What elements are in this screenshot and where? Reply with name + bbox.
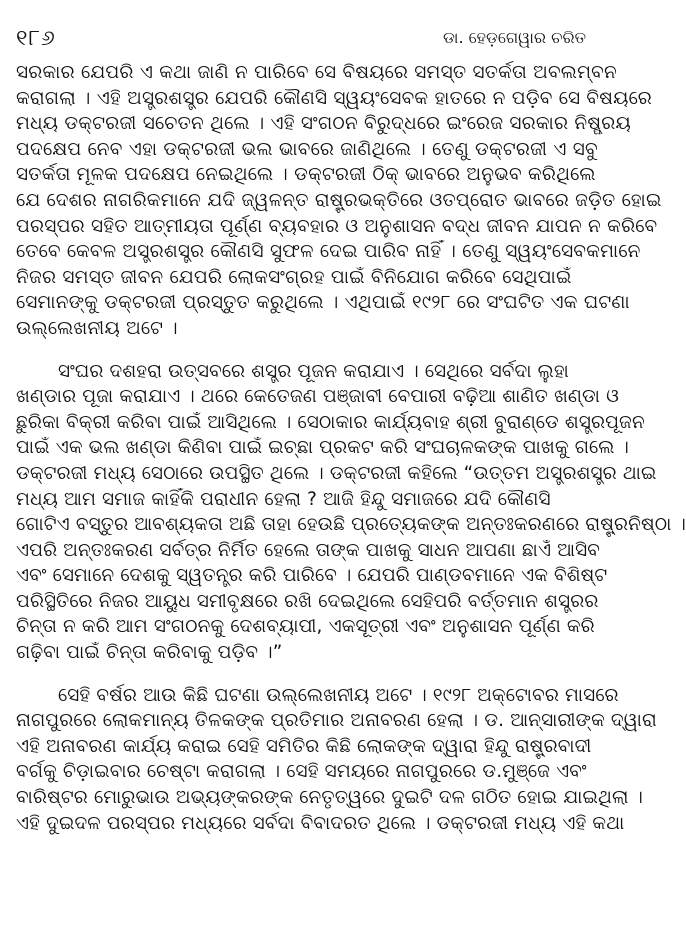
paragraph-2	[16, 359, 686, 666]
text-line: ନିଜର ସମସ୍ତ ଜୀବନ ଯେପରି ଲୋକସଂଗ୍ରହ ପାଇଁ ବିନିଯୋଗ କରିବେ ସେଥିପାଇଁ	[16, 266, 572, 288]
text-line: ମଧ୍ୟ ଡକ୍ଟରଜୀ ସଚେତନ ଥିଲେ । ଏହି ସଂଗଠନ ବିରୁଦ୍ଧରେ ଇଂରେଜ ସରକାର ନିଷ୍ପ୍ରୟ	[16, 113, 631, 135]
text-line: ବର୍ଗକୁ ଚିଡ଼ାଇବାର ଚେଷ୍ଟା କରାଗଲା । ସେହି ସମୟରେ ନାଗପୁରରେ ଡ.ମୁଞ୍ଜେ ଏବଂ	[16, 761, 587, 783]
text-line: ଚିନ୍ତା ନ କରି ଆମ ସଂଗଠନକୁ ଦେଶବ୍ୟାପୀ, ଏକସୂତ୍ରୀ ଏବଂ ଅନୁଶାସନ ପୂର୍ଣ୍ଣ କରି	[16, 616, 595, 638]
text-line: ଖଣ୍ଡାର ପୂଜା କରାଯାଏ । ଥରେ କେତେଜଣ ପଞ୍ଜାବୀ ବେପାରୀ ବଢ଼ିଆ ଶାଣିତ ଖଣ୍ଡା ଓ	[16, 386, 619, 408]
text-line: ନାଗପୁରରେ ଲୋକମାନ୍ୟ ତିଳକଙ୍କ ପ୍ରତିମାର ଅନାବରଣ ହେଲା । ଡ. ଆନ୍ସାରୀଙ୍କ ଦ୍ୱାରା	[16, 710, 657, 732]
page-number: ୧୮୬	[16, 26, 56, 51]
text-line: ଡକ୍ଟରଜୀ ମଧ୍ୟ ସେଠାରେ ଉପସ୍ଥିତ ଥିଲେ । ଡକ୍ଟରଜୀ କହିଲେ “ଉତ୍ତମ ଅସ୍ତ୍ରଶସ୍ତ୍ର ଥାଇ	[16, 462, 657, 484]
text-line: ବାରିଷ୍ଟର ମୋରୁଭାଉ ଅଭ୍ୟଙ୍କରଙ୍କ ନେତୃତ୍ୱରେ ଦୁଇଟି ଦଳ ଗଠିତ ହୋଇ ଯାଇଥିଲା ।	[16, 787, 643, 809]
text-line: ପରିସ୍ଥିତିରେ ନିଜର ଆୟୁଧ ସମୀବୃକ୍ଷରେ ରଖି ଦେଇଥିଲେ ସେହିପରି ବର୍ତ୍ତମାନ ଶସ୍ତ୍ରର	[16, 590, 599, 612]
text-line: ଯେ ଦେଶର ନାଗରିକମାନେ ଯଦି ଜ୍ୱଳନ୍ତ ରାଷ୍ଟ୍ରଭକ୍ତିରେ ଓତପ୍ରୋତ ଭାବରେ ଜଡ଼ିତ ହୋଇ	[16, 189, 662, 211]
text-line: ମଧ୍ୟ ଆମ ସମାଜ କାହିଁକି ପରାଧୀନ ହେଲା ? ଆଜି ହିନ୍ଦୁ ସମାଜରେ ଯଦି କୌଣସି	[16, 488, 551, 510]
text-line: ଏହି ଅନାବରଣ କାର୍ଯ୍ୟ କରାଇ ସେହି ସମିତିର କିଛି ଲୋକଙ୍କ ଦ୍ୱାରା ହିନ୍ଦୁ ରାଷ୍ଟ୍ରବାଦୀ	[16, 735, 592, 757]
text-line: ଛୁରିକା ବିକ୍ରୀ କରିବା ପାଇଁ ଆସିଥିଲେ । ସେଠାକାର କାର୍ଯ୍ୟବାହ ଶ୍ରୀ ବୁରାଣ୍ଡେ ଶସ୍ତ୍ରପୂଜନ	[16, 411, 645, 433]
text-line: ଏହି ଦୁଇଦଳ ପରସ୍ପର ମଧ୍ୟରେ ସର୍ବଦା ବିବାଦରତ ଥିଲେ । ଡକ୍ଟରଜୀ ମଧ୍ୟ ଏହି କଥା	[16, 812, 625, 834]
text-line: ସଂଘର ଦଶହରା ଉତ୍ସବରେ ଶସ୍ତ୍ର ପୂଜନ କରାଯାଏ । ସେଥିରେ ସର୍ବଦା ଲୁହା	[58, 360, 569, 382]
text-line: ଉଲ୍ଲେଖନୀୟ ଅଟେ ।	[16, 317, 178, 339]
running-title: ଡା. ହେଡ଼ଗେୱାର ଚରିତ	[442, 28, 586, 47]
page-header	[16, 20, 586, 54]
paragraph-1	[16, 60, 662, 342]
text-line: ଏବଂ ସେମାନେ ଦେଶକୁ ସ୍ୱତନ୍ତ୍ର କରି ପାରିବେ । ଯେପରି ପାଣ୍ଡବମାନେ ଏକ ବିଶିଷ୍ଟ	[16, 565, 608, 587]
text-line: ପାଇଁ ଏକ ଭଲ ଖଣ୍ଡା କିଣିବା ପାଇଁ ଇଚ୍ଛା ପ୍ରକଟ କରି ସଂଘଚାଳକଙ୍କ ପାଖକୁ ଗଲେ ।	[16, 437, 629, 459]
paragraph-gap	[16, 342, 586, 359]
text-line: କରାଗଲା । ଏହି ଅସ୍ତ୍ରଶସ୍ତ୍ର ଯେପରି କୌଣସି ସ୍ୱୟଂସେବକ ହାତରେ ନ ପଡ଼ିବ ସେ ବିଷୟରେ	[16, 87, 653, 109]
text-line: ପରସ୍ପର ସହିତ ଆତ୍ମୀୟତା ପୂର୍ଣ୍ଣ ବ୍ୟବହାର ଓ ଅନୁଶାସନ ବଦ୍ଧ ଜୀବନ ଯାପନ ନ କରିବେ	[16, 215, 658, 237]
text-line: ସେମାନଙ୍କୁ ଡକ୍ଟରଜୀ ପ୍ରସ୍ତୁତ କରୁଥିଲେ । ଏଥିପାଇଁ ୧୯୨୮ ରେ ସଂଘଟିତ ଏକ ଘଟଣା	[16, 292, 630, 314]
text-line: ସତର୍କତା ମୂଳକ ପଦକ୍ଷେପ ନେଇଥିଲେ । ଡକ୍ଟରଜୀ ଠିକ୍ ଭାବରେ ଅନୁଭବ କରିଥିଲେ	[16, 164, 596, 186]
text-line: ଗଢ଼ିବା ପାଇଁ ଚିନ୍ତା କରିବାକୁ ପଡ଼ିବ ।”	[16, 642, 283, 664]
paragraph-3	[16, 683, 657, 837]
body-text	[16, 60, 686, 836]
text-line: ତେବେ କେବଳ ଅସ୍ତ୍ରଶସ୍ତ୍ର କୌଣସି ସୁଫଳ ଦେଇ ପାରିବ ନାହିଁ । ତେଣୁ ସ୍ୱୟଂସେବକମାନେ	[16, 241, 641, 263]
paragraph-gap	[16, 666, 586, 683]
text-line: ଗୋଟିଏ ବସ୍ତୁର ଆବଶ୍ୟକତା ଅଛି ତାହା ହେଉଛି ପ୍ରତ୍ୟେକଙ୍କ ଅନ୍ତଃକରଣରେ ରାଷ୍ଟ୍ରନିଷ୍ଠା ।	[16, 514, 686, 536]
text-line: ସେହି ବର୍ଷର ଆଉ କିଛି ଘଟଣା ଉଲ୍ଲେଖନୀୟ ଅଟେ । ୧୯୨୮ ଅକ୍ଟୋବର ମାସରେ	[58, 684, 619, 706]
text-line: ଏପରି ଅନ୍ତଃକରଣ ସର୍ବତ୍ର ନିର୍ମିତ ହେଲେ ତାଙ୍କ ପାଖକୁ ସାଧନ ଆପଣା ଛାଏଁ ଆସିବ	[16, 539, 601, 561]
text-line: ପଦକ୍ଷେପ ନେବ ଏହା ଡକ୍ଟରଜୀ ଭଲ ଭାବରେ ଜାଣିଥିଲେ । ତେଣୁ ଡକ୍ଟରଜୀ ଏ ସବୁ	[16, 138, 598, 160]
text-line: ସରକାର ଯେପରି ଏ କଥା ଜାଣି ନ ପାରିବେ ସେ ବିଷୟରେ ସମସ୍ତ ସତର୍କତା ଅବଲମ୍ବନ	[16, 62, 617, 83]
